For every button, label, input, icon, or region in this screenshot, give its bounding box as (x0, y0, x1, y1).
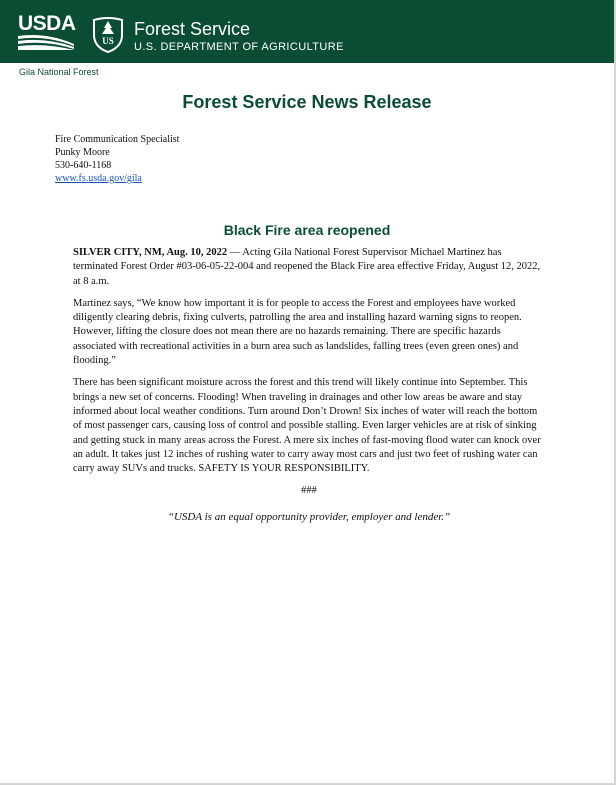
contact-name: Punky Moore (55, 147, 110, 158)
contact-phone: 530-640-1168 (55, 160, 112, 171)
agency-header (0, 0, 614, 63)
document-title: Forest Service News Release (182, 92, 432, 112)
website-link[interactable]: www.fs.usda.gov/gila (55, 173, 142, 184)
agency-block (134, 19, 344, 54)
usda-logo-text: USDA (18, 12, 76, 35)
usda-logo (18, 13, 76, 57)
paragraph-1-text: — Acting Gila National Forest Supervisor Michael Martinez has terminated Forest Order #03-06-05-22-004 and reopened the Black Fire area effective Friday, August 12, 2022, at 8 a.m. (73, 247, 541, 287)
forest-name: Gila National Forest (19, 67, 99, 77)
agency-department: U.S. DEPARTMENT OF AGRICULTURE (134, 41, 344, 53)
paragraph-2: Martinez says, “We know how important it is for people to access the Forest and employees have worked diligently clearing debris, fixing culverts, patrolling the area and installing hazard warning signs to reopen. However, lifting the closure does not mean there are no hazards remaining. There are specific hazards associated with recreational activities in a burn area such as landslides, falling trees (even green ones) and flooding.” (73, 297, 522, 367)
agency-name: Forest Service (134, 19, 251, 39)
paragraph-3: There has been significant moisture across the forest and this trend will likely continue into September. This brings a new set of concerns. Flooding! When traveling in drainages and other low areas be aware and stay informed about local weather conditions. Turn around Don’t Drown! Six inches of water will reach the bottom of most passenger cars, causing loss of control and possible stalling. Even larger vehicles are at risk of sinking and getting stuck in many areas across the Forest. A mere six inches of fast-moving flood water can knock over an adult. It takes just 12 inches of rushing water to carry away most cars and just two feet of rushing water can carry away SUVs and trucks. SAFETY IS YOUR RESPONSIBILITY. (73, 377, 541, 475)
dateline: SILVER CITY, NM, Aug. 10, 2022 (73, 247, 228, 258)
contact-block (55, 133, 179, 185)
forest-service-shield-icon (91, 17, 125, 53)
paragraph-1 (73, 246, 545, 289)
headline: Black Fire area reopened (223, 222, 391, 238)
end-mark: ### (301, 485, 317, 497)
shield-text: US (102, 36, 114, 46)
disclaimer: “USDA is an equal opportunity provider, employer and lender.” (167, 510, 451, 523)
contact-title: Fire Communication Specialist (55, 134, 180, 145)
usda-swoosh-icon (18, 34, 74, 50)
release-body (73, 246, 545, 524)
